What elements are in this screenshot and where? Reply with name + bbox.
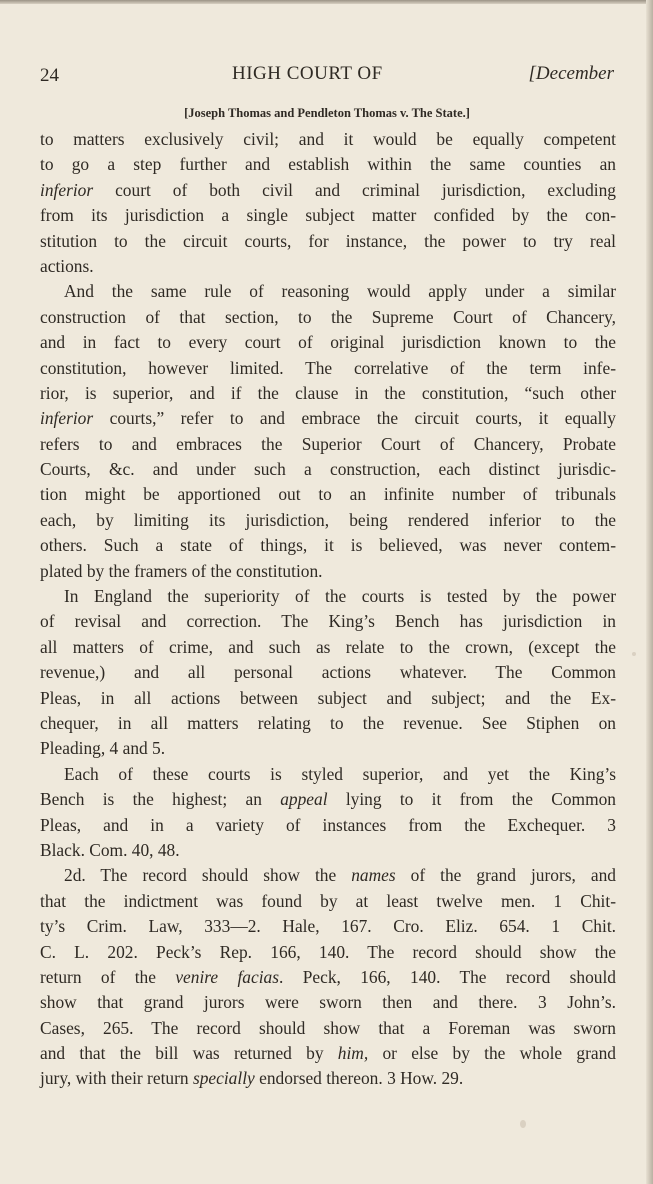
text-line: each, by limiting its jurisdiction, being rendered inferior to the (40, 509, 616, 530)
text-line: that the indictment was found by at least twelve men. 1 Chit- (40, 890, 616, 911)
text-line: show that grand jurors were sworn then and there. 3 John’s. (40, 992, 616, 1013)
text-line: Each of these courts is styled superior, and yet the King’s (64, 763, 616, 784)
text-line: Pleading, 4 and 5. (40, 738, 166, 759)
text-line: to go a step further and establish within the same counties an (40, 154, 616, 175)
text-line: chequer, in all matters relating to the revenue. See Stiphen on (40, 712, 616, 733)
text-line: plated by the framers of the constitution. (40, 560, 323, 581)
text-line: constitution, however limited. The correlative of the term infe- (40, 357, 616, 378)
text-line: stitution to the circuit courts, for instance, the power to try real (40, 230, 616, 251)
page-edge (0, 0, 653, 4)
text-line: C. L. 202. Peck’s Rep. 166, 140. The record should show the (40, 941, 616, 962)
text-line: In England the superiority of the courts is tested by the power (64, 586, 616, 607)
text-line: to matters exclusively civil; and it would be equally competent (40, 129, 616, 149)
ink-spot (520, 1120, 526, 1128)
text-line: jury, with their return specially endorsed thereon. 3 How. 29. (40, 1068, 464, 1089)
running-title: HIGH COURT OF (232, 63, 383, 84)
text-line: inferior courts,” refer to and embrace the circuit courts, it equally (40, 408, 616, 429)
text-line: ty’s Crim. Law, 333—2. Hale, 167. Cro. Eliz. 654. 1 Chit. (40, 916, 616, 937)
text-line: Pleas, and in a variety of instances from the Exchequer. 3 (40, 814, 616, 835)
text-line: tion might be apportioned out to an infinite number of tribunals (40, 484, 616, 505)
text-line: from its jurisdiction a single subject matter confided by the con- (40, 205, 616, 226)
text-line: Cases, 265. The record should show that a Foreman was sworn (40, 1017, 616, 1038)
text-line: Pleas, in all actions between subject and subject; and the Ex- (40, 687, 616, 708)
running-date: [December (528, 63, 614, 84)
text-line: 2d. The record should show the names of the grand jurors, and (64, 865, 616, 886)
text-line: revenue,) and all personal actions whatever. The Common (40, 662, 616, 683)
body-text (40, 127, 616, 1092)
text-line: others. Such a state of things, it is believed, was never contem- (40, 535, 616, 556)
page-number: 24 (40, 65, 59, 86)
text-line: Bench is the highest; an appeal lying to it from the Common (40, 789, 616, 810)
text-line: rior, is superior, and if the clause in the constitution, “such other (40, 382, 616, 403)
page-edge-shadow (646, 0, 653, 1184)
text-line: Black. Com. 40, 48. (40, 839, 180, 860)
text-line: and that the bill was returned by him, or else by the whole grand (40, 1043, 616, 1064)
ink-spot (632, 652, 636, 656)
text-line: and in fact to every court of original jurisdiction known to the (40, 332, 616, 353)
text-line: Courts, &c. and under such a construction, each distinct jurisdic- (40, 459, 616, 480)
page-header (40, 63, 614, 89)
text-line: return of the venire facias. Peck, 166, 140. The record should (40, 966, 616, 987)
case-caption: [Joseph Thomas and Pendleton Thomas v. The State.] (184, 106, 470, 120)
text-line: inferior court of both civil and criminal jurisdiction, excluding (40, 179, 616, 200)
text-line: refers to and embraces the Superior Court of Chancery, Probate (40, 433, 616, 454)
text-line: all matters of crime, and such as relate to the crown, (except the (40, 636, 616, 657)
text-line: And the same rule of reasoning would apply under a similar (64, 281, 616, 302)
text-line: actions. (40, 255, 94, 276)
text-line: construction of that section, to the Supreme Court of Chancery, (40, 306, 616, 327)
text-line: of revisal and correction. The King’s Bench has jurisdiction in (40, 611, 616, 632)
